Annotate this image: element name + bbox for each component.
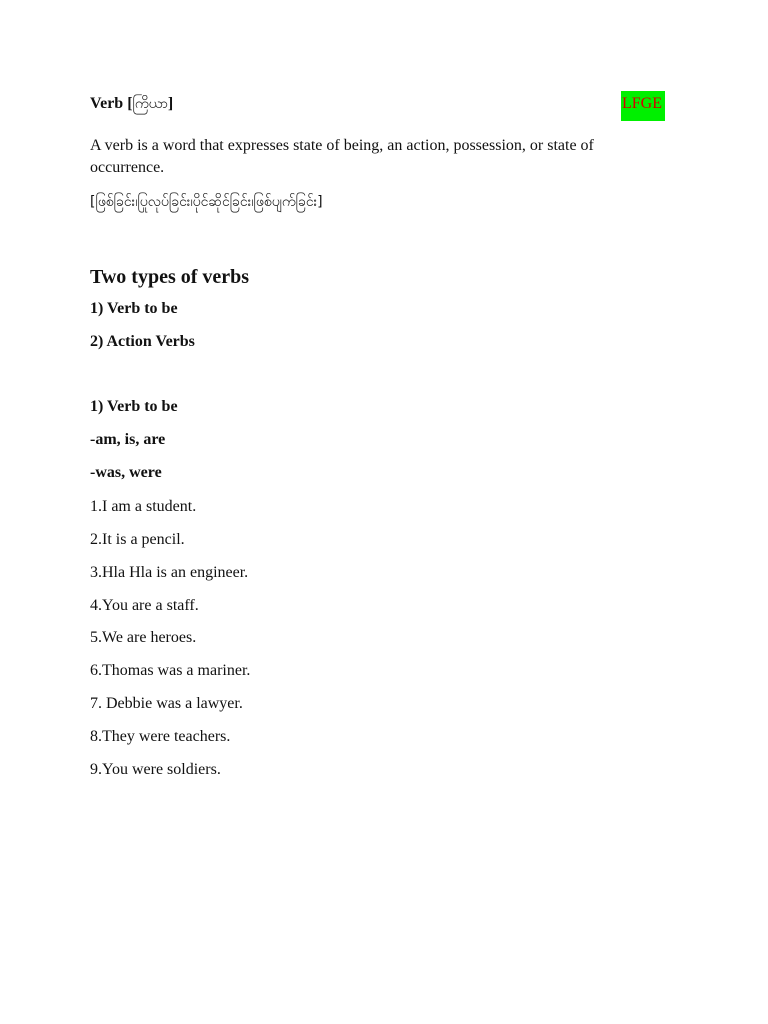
example-item: 8.They were teachers. xyxy=(90,728,231,745)
lfge-badge: LFGE xyxy=(621,91,665,121)
title-myanmar: ကြိယာ xyxy=(132,96,168,112)
example-item: 3.Hla Hla is an engineer. xyxy=(90,564,249,581)
page-title xyxy=(90,94,173,114)
title-suffix: ] xyxy=(167,95,174,112)
form-past: -was, were xyxy=(90,464,162,481)
example-item: 4.You are a staff. xyxy=(90,597,199,614)
type-item-verb-to-be: 1) Verb to be xyxy=(90,300,178,317)
example-item: 9.You were soldiers. xyxy=(90,761,221,778)
type-item-action-verbs: 2) Action Verbs xyxy=(90,333,195,350)
example-item: 1.I am a student. xyxy=(90,498,197,515)
types-heading: Two types of verbs xyxy=(90,266,250,288)
example-item: 7. Debbie was a lawyer. xyxy=(90,695,243,712)
definition-text: A verb is a word that expresses state of being, an action, possession, or state of occurrence. xyxy=(90,137,594,176)
section-heading: 1) Verb to be xyxy=(90,398,178,415)
example-item: 2.It is a pencil. xyxy=(90,531,185,548)
title-prefix: Verb [ xyxy=(90,95,133,112)
example-item: 5.We are heroes. xyxy=(90,629,197,646)
example-item: 6.Thomas was a mariner. xyxy=(90,662,251,679)
definition-myanmar: [ဖြစ်ခြင်း၊ပြုလုပ်ခြင်း၊ပိုင်ဆိုင်ခြင်း၊ဖြစ်ပျက်ခြင်း] xyxy=(90,194,323,210)
form-present: -am, is, are xyxy=(90,431,166,448)
